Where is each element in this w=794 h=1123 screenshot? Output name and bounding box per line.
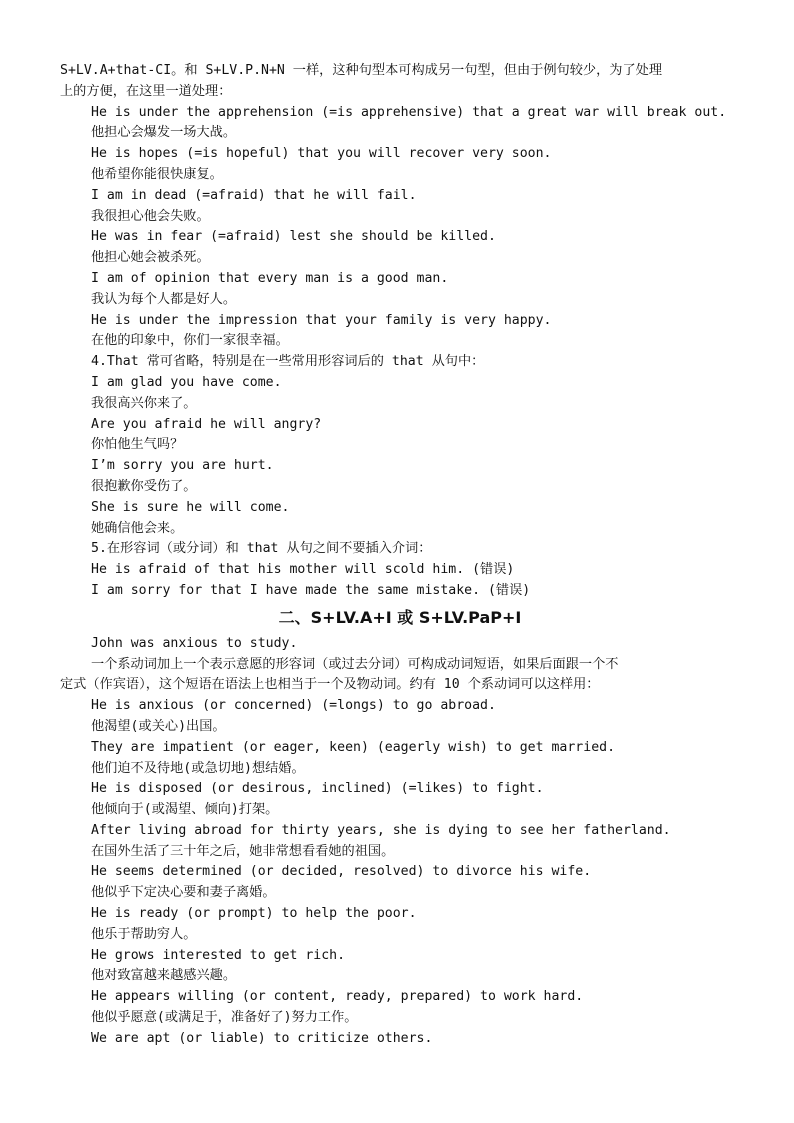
example-zh: 他倾向于(或渴望、倾向)打架。 — [91, 802, 279, 818]
example-en: She is sure he will come. — [91, 499, 290, 515]
example-en: He is hopes (=is hopeful) that you will recover very soon. — [91, 146, 552, 162]
example-en: He is ready (or prompt) to help the poor. — [91, 906, 417, 922]
example-en: He is under the apprehension (=is apprehensive) that a great war will break out. — [91, 104, 727, 120]
example-en: They are impatient (or eager, keen) (eagerly wish) to get married. — [91, 739, 616, 755]
example-en: I am glad you have come. — [91, 374, 282, 390]
wrong-example: He is afraid of that his mother will scold him. (错误) — [91, 562, 515, 578]
example-en: After living abroad for thirty years, she is dying to see her fatherland. — [91, 822, 671, 838]
wrong-example: I am sorry for that I have made the same mistake. (错误) — [91, 582, 531, 598]
example-zh: 我很高兴你来了。 — [91, 395, 197, 411]
example-en: I am of opinion that every man is a good man. — [91, 270, 449, 286]
example-zh: 我很担心他会失败。 — [91, 208, 210, 224]
example-en: Are you afraid he will angry? — [91, 416, 322, 432]
example-zh: 他担心她会被杀死。 — [91, 250, 210, 266]
example-zh: 他对致富越来越感兴趣。 — [91, 968, 237, 984]
example-en: I am in dead (=afraid) that he will fail. — [91, 187, 417, 203]
section-description-line-2: 定式（作宾语），这个短语在语法上也相当于一个及物动词。约有 10 个系动词可以这样用： — [60, 677, 600, 693]
last-example: We are apt (or liable) to criticize others. — [91, 1030, 433, 1046]
point-4: 4.That 常可省略，特别是在一些常用形容词后的 that 从句中： — [91, 354, 485, 370]
example-zh: 他似乎愿意(或满足于，准备好了)努力工作。 — [91, 1010, 358, 1026]
example-zh: 他担心会爆发一场大战。 — [91, 125, 237, 141]
example-zh: 他们迫不及待地(或急切地)想结婚。 — [91, 760, 305, 776]
example-en: He appears willing (or content, ready, prepared) to work hard. — [91, 989, 584, 1005]
example-zh: 在他的印象中，你们一家很幸福。 — [91, 333, 289, 349]
example-zh: 我认为每个人都是好人。 — [91, 291, 237, 307]
example-zh: 他希望你能很快康复。 — [91, 166, 223, 182]
document-page — [60, 61, 740, 1050]
example-en: He is disposed (or desirous, inclined) (=likes) to fight. — [91, 781, 544, 797]
example-en: He seems determined (or decided, resolved) to divorce his wife. — [91, 864, 592, 880]
example-zh: 在国外生活了三十年之后，她非常想看看她的祖国。 — [91, 843, 395, 859]
example-en: He is under the impression that your family is very happy. — [91, 312, 552, 328]
point-5: 5.在形容词（或分词）和 that 从句之间不要插入介词： — [91, 541, 432, 557]
section-description-line-1: 一个系动词加上一个表示意愿的形容词（或过去分词）可构成动词短语，如果后面跟一个不 — [91, 656, 619, 672]
example-en: He is anxious (or concerned) (=longs) to go abroad. — [91, 698, 496, 714]
example-zh: 你怕他生气吗？ — [91, 437, 184, 453]
example-zh: 她确信他会来。 — [91, 520, 184, 536]
example-en: He was in fear (=afraid) lest she should be killed. — [91, 229, 496, 245]
intro-line-1: S+LV.A+that-CI。和 S+LV.P.N+N 一样，这种句型本可构成另一句型，但由于例句较少，为了处理 — [60, 63, 663, 78]
example-zh: 他渴望(或关心)出国。 — [91, 718, 226, 734]
example-zh: 他似乎下定决心要和妻子离婚。 — [91, 885, 276, 901]
intro-line-2: 上的方便，在这里一道处理： — [60, 83, 232, 99]
section-heading: 二、S+LV.A+I 或 S+LV.PaP+I — [278, 607, 522, 627]
example-en: He grows interested to get rich. — [91, 947, 346, 963]
example-zh: 他乐于帮助穷人。 — [91, 926, 197, 942]
section-intro-example: John was anxious to study. — [91, 635, 298, 651]
example-en: I’m sorry you are hurt. — [91, 458, 274, 474]
example-zh: 很抱歉你受伤了。 — [91, 478, 197, 494]
